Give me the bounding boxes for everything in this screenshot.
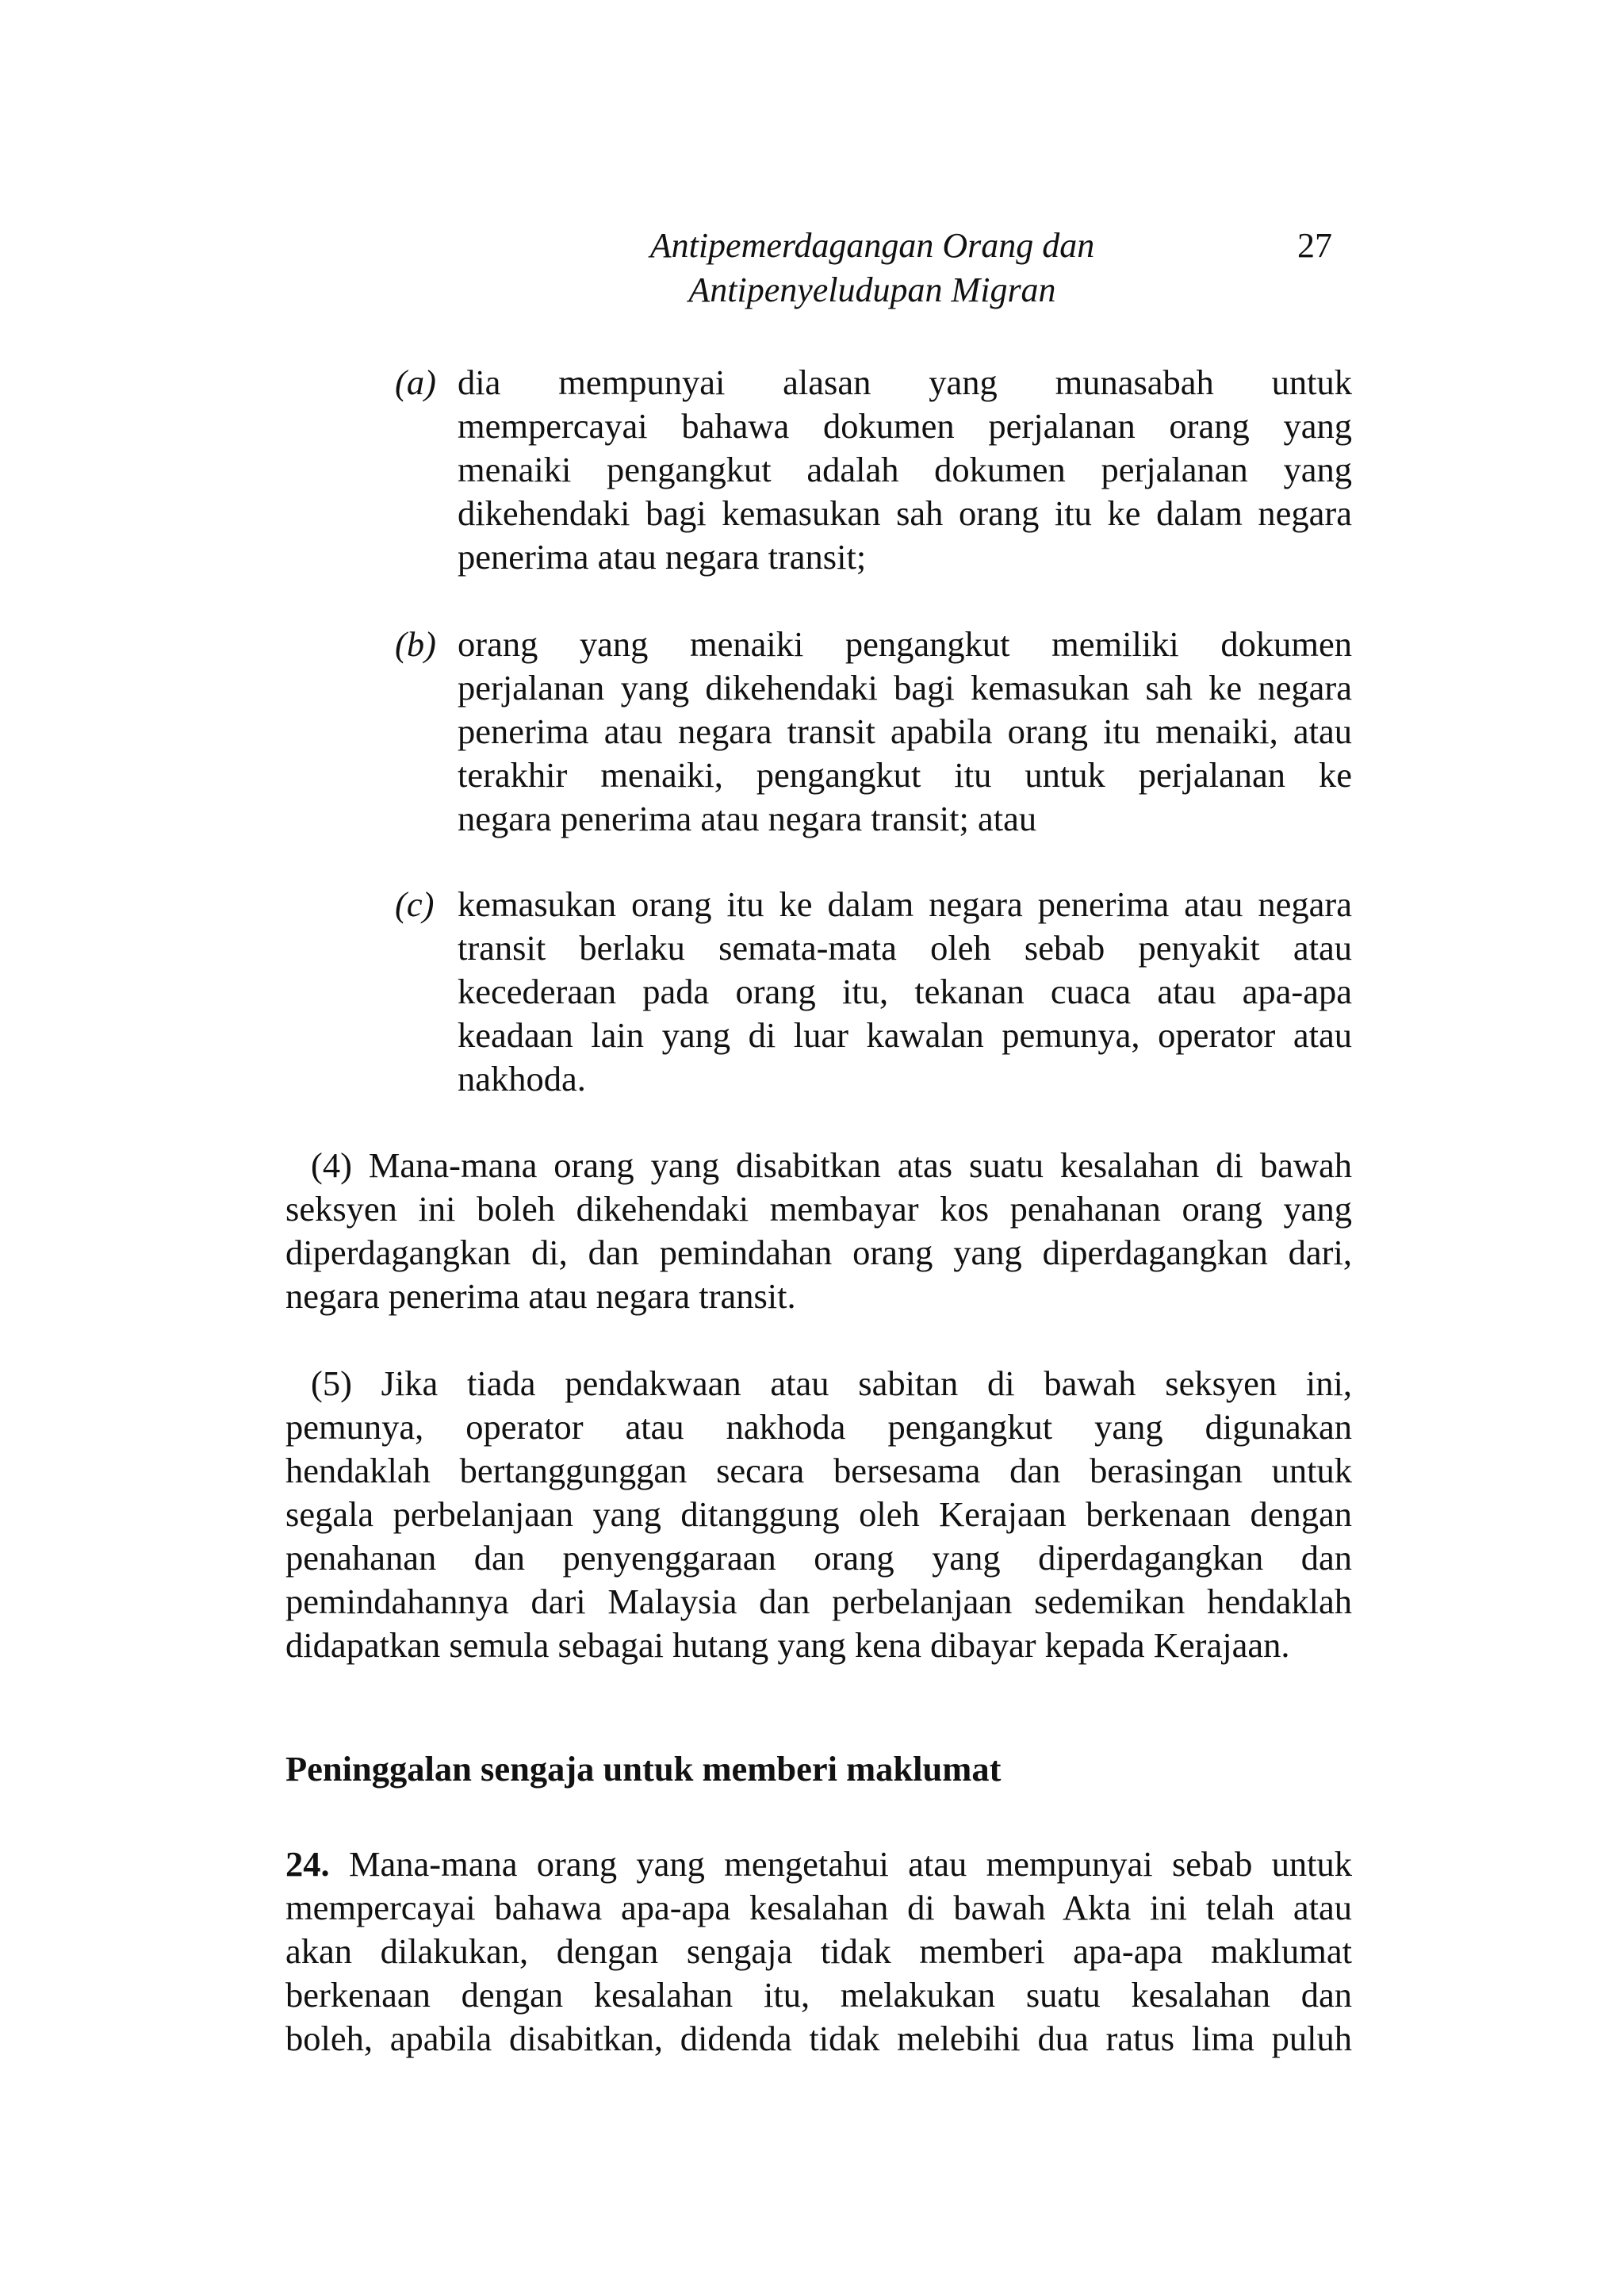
text-line: orang yang menaiki pengangkut memiliki dokumen xyxy=(458,624,1352,664)
section-number: 24. xyxy=(285,1844,330,1884)
text-line: terakhir menaiki, pengangkut itu untuk perjalanan ke xyxy=(458,755,1352,795)
subsection-5 xyxy=(285,1362,1352,1667)
text-line: didapatkan semula sebagai hutang yang kena dibayar kepada Kerajaan. xyxy=(285,1625,1290,1665)
item-label: (a) xyxy=(395,362,436,402)
text-line: kemasukan orang itu ke dalam negara penerima atau negara xyxy=(458,884,1352,924)
item-body xyxy=(458,361,1352,579)
text-line: perjalanan yang dikehendaki bagi kemasukan sah ke negara xyxy=(458,668,1352,707)
text-line: mempercayai bahawa apa-apa kesalahan di bawah Akta ini telah atau xyxy=(285,1888,1352,1927)
text-line: keadaan lain yang di luar kawalan pemunya, operator atau xyxy=(458,1015,1352,1055)
text-line: menaiki pengangkut adalah dokumen perjalanan yang xyxy=(458,450,1352,489)
text-line: dia mempunyai alasan yang munasabah untuk xyxy=(458,362,1352,402)
text-line: pemunya, operator atau nakhoda pengangkut yang digunakan xyxy=(285,1407,1352,1447)
text-line: (4) Mana-mana orang yang disabitkan atas suatu kesalahan di bawah xyxy=(311,1145,1352,1185)
text-line: nakhoda. xyxy=(458,1059,586,1099)
page-number: 27 xyxy=(1297,226,1332,265)
text-line: penahanan dan penyenggaraan orang yang diperdagangkan dan xyxy=(285,1538,1352,1578)
text-line: dikehendaki bagi kemasukan sah orang itu ke dalam negara xyxy=(458,493,1352,533)
item-body xyxy=(458,623,1352,841)
running-head xyxy=(476,224,1269,313)
text-line: kecederaan pada orang itu, tekanan cuaca atau apa-apa xyxy=(458,972,1352,1011)
text-line: berkenaan dengan kesalahan itu, melakukan suatu kesalahan dan xyxy=(285,1975,1352,2015)
text-line: seksyen ini boleh dikehendaki membayar kos penahanan orang yang xyxy=(285,1189,1352,1229)
text-line: negara penerima atau negara transit. xyxy=(285,1276,796,1316)
text-line: pemindahannya dari Malaysia dan perbelanjaan sedemikan hendaklah xyxy=(285,1582,1352,1621)
item-label: (c) xyxy=(395,884,435,924)
text-line: negara penerima atau negara transit; atau xyxy=(458,799,1037,838)
section-24-first-line: Mana-mana orang yang mengetahui atau mempunyai sebab untuk xyxy=(348,1844,1352,1884)
list-item-a xyxy=(285,361,1352,579)
section-heading: Peninggalan sengaja untuk memberi maklumat xyxy=(285,1749,1002,1789)
text-line: boleh, apabila disabitkan, didenda tidak melebihi dua ratus lima puluh xyxy=(285,2019,1352,2058)
text-line: (5) Jika tiada pendakwaan atau sabitan di bawah seksyen ini, xyxy=(311,1363,1352,1403)
text-line: penerima atau negara transit apabila orang itu menaiki, atau xyxy=(458,711,1352,751)
text-line: segala perbelanjaan yang ditanggung oleh Kerajaan berkenaan dengan xyxy=(285,1494,1352,1534)
list-item-b xyxy=(285,623,1352,841)
running-head-line-2: Antipenyeludupan Migran xyxy=(688,270,1056,309)
text-line: akan dilakukan, dengan sengaja tidak memberi apa-apa maklumat xyxy=(285,1931,1352,1971)
text-line: transit berlaku semata-mata oleh sebab penyakit atau xyxy=(458,928,1352,968)
item-label: (b) xyxy=(395,624,436,664)
text-line xyxy=(285,1842,1352,1886)
item-body xyxy=(458,883,1352,1101)
section-24-body xyxy=(285,1842,1352,2061)
text-line: mempercayai bahawa dokumen perjalanan orang yang xyxy=(458,406,1352,446)
text-line: hendaklah bertanggunggan secara bersesama dan berasingan untuk xyxy=(285,1451,1352,1490)
text-line: diperdagangkan di, dan pemindahan orang yang diperdagangkan dari, xyxy=(285,1233,1352,1272)
running-head-line-1: Antipemerdagangan Orang dan xyxy=(649,226,1095,265)
list-item-c xyxy=(285,883,1352,1101)
text-line: penerima atau negara transit; xyxy=(458,537,867,577)
subsection-4 xyxy=(285,1144,1352,1318)
